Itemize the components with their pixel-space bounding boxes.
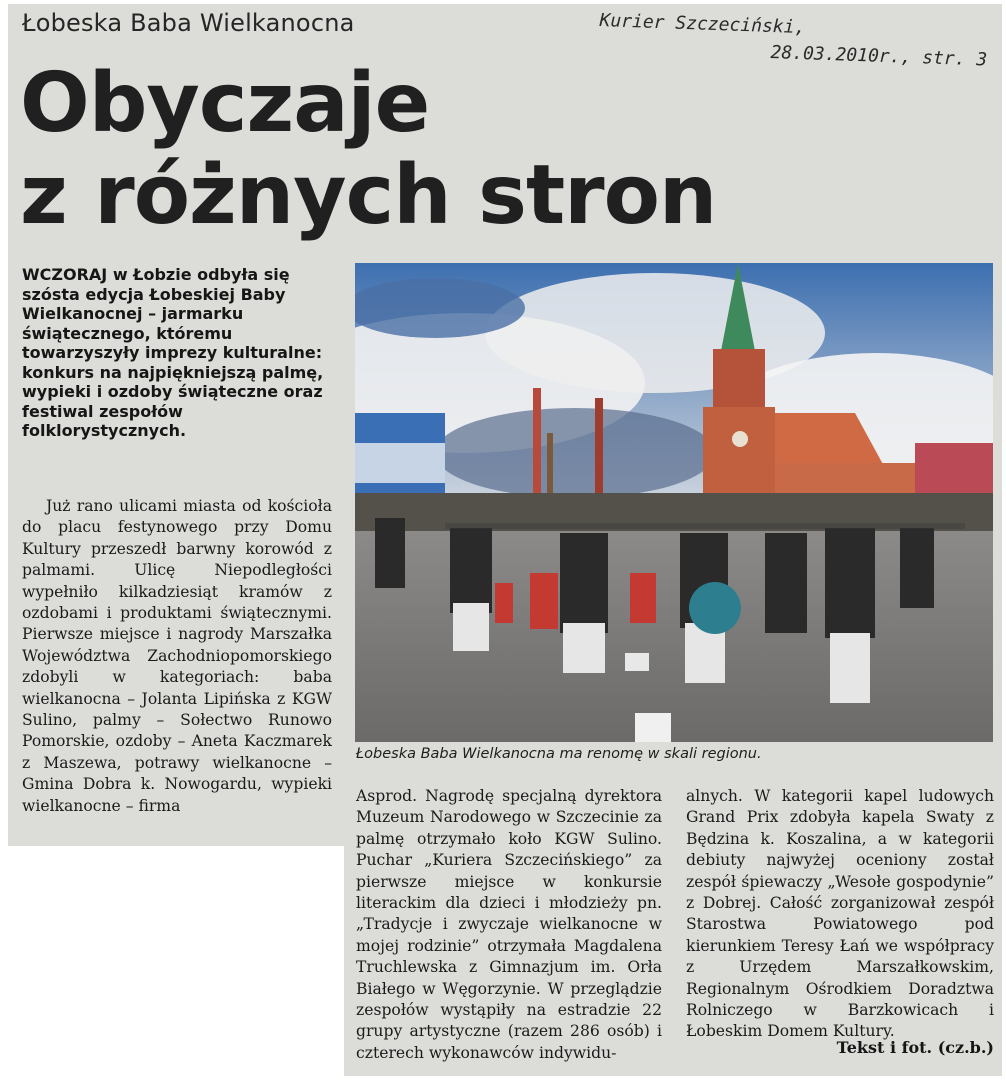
photo-illustration [355,263,993,742]
article-byline: Tekst i fot. (cz.b.) [836,1038,994,1057]
body-column-1: Już rano ulicami miasta od kościoła do placu festynowego przy Domu Kultury przeszedł barwny korowód z palmami. Ulicę Niepodległości wypełniło kilkadziesiąt kramów z ozdobami i produktami świątecznymi. Pierwsze miejsce i nagrody Marszałka Województwa Zachodniopomorskiego zdobyli w kategoriach: baba wielkanocna – Jolanta Lipińska z KGW Sulino, palmy – Sołectwo Runowo Pomorskie, ozdoby – Aneta Kaczmarek z Maszewa, potrawy wielkanocne – Gmina Dobra k. Nowogardu, wypieki wielkanocne – firma [22,497,332,815]
body-column-2: Asprod. Nagrodę specjalną dyrektora Muzeum Narodowego w Szczecinie za palmę otrzymało koło KGW Sulino. Puchar „Kuriera Szczecińskiego” za pierwsze miejsce w konkursie literackim dla dzieci i młodzieży pn. „Tradycje i zwyczaje wielkanocne w mojej rodzinie” otrzymała Magdalena Truchlewska z Gimnazjum im. Orła Białego w Węgorzynie. W przeglądzie zespołów wystąpiły na estradzie 22 grupy artystyczne (razem 286 osób) i czterech wykonawców indywidu- [356,787,662,1062]
body-column-3: alnych. W kategorii kapel ludowych Grand Prix zdobyła kapela Swaty z Będzina k. Koszalina, a w kategorii debiuty najwyżej oceniony został zespół śpiewaczy „Wesołe gospodynie” z Dobrej. Całość zorganizował zespół Starostwa Powiatowego pod kierunkiem Teresy Łań we współpracy z Urzędem Marszałkowskim, Regionalnym Ośrodkiem Doradztwa Rolniczego w Barzkowicach i Łobeskim Domem Kultury. [686,787,994,1041]
handwritten-source-line: Kurier Szczeciński, [599,9,806,39]
article-lead: WCZORAJ w Łobzie odbyła się szósta edycja Łobeskiej Baby Wielkanocnej – jarmarku świątecznego, któremu towarzyszyły imprezy kulturalne: konkurs na najpiękniejszą palmę, wypieki i ozdoby świąteczne oraz festiwal zespołów folklorystycznych. [22,265,324,440]
article-photo [355,263,993,742]
article-headline [20,58,716,242]
headline-line-1: Obyczaje [20,56,430,151]
photo-caption: Łobeska Baba Wielkanocna ma renomę w skali regionu. [356,746,762,762]
headline-line-2: z różnych stron [20,148,717,243]
section-rubric: Łobeska Baba Wielkanocna [22,9,355,37]
handwritten-date-line: 28.03.2010r., str. 3 [770,41,988,71]
